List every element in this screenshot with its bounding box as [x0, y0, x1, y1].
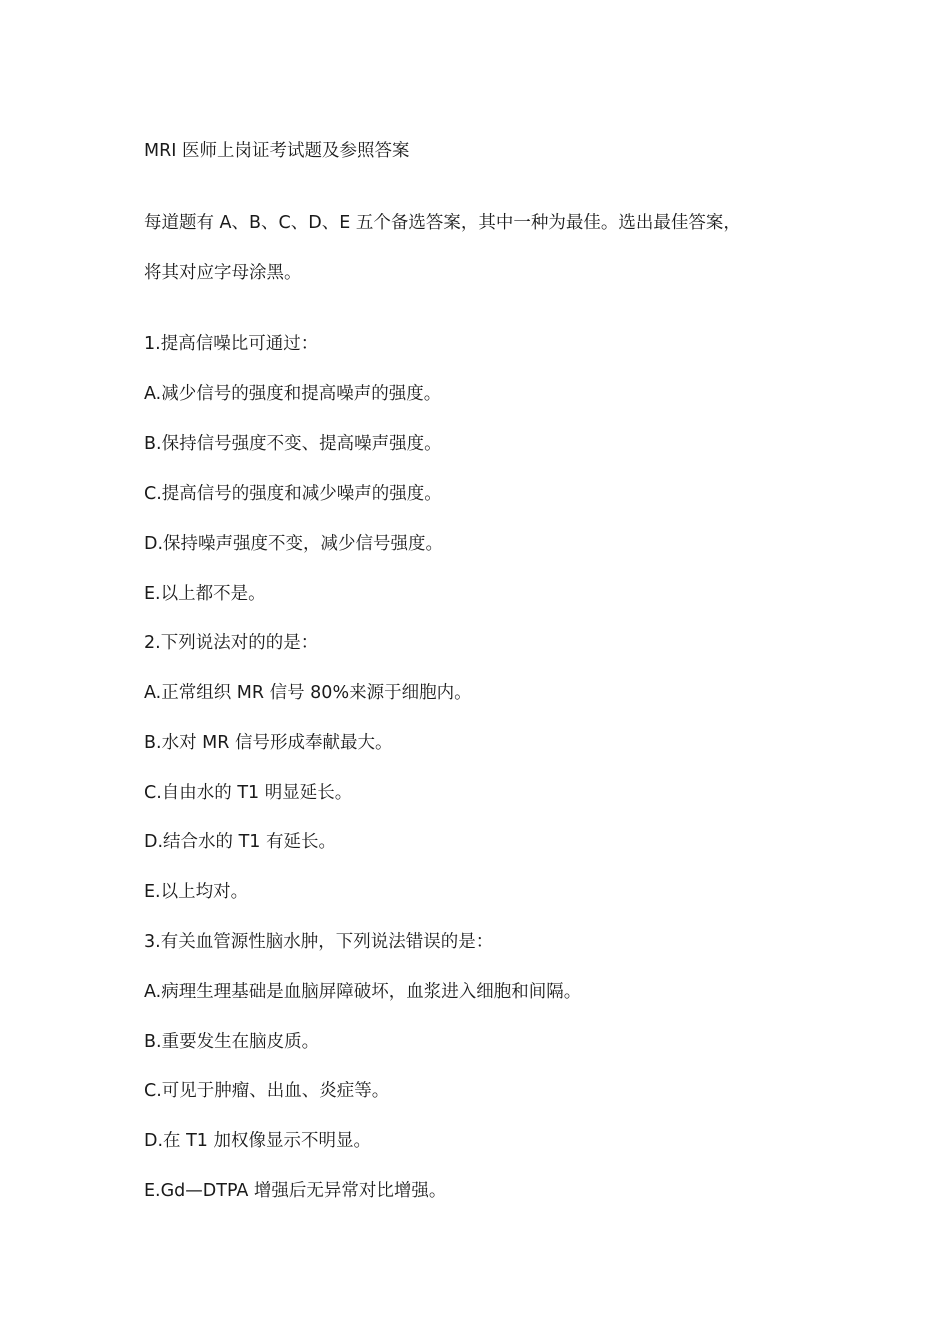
question-3-option-d: D.在 T1 加权像显示不明显。	[144, 1131, 371, 1151]
instruction-line-2: 将其对应字母涂黑。	[144, 263, 302, 283]
question-2-option-b: B.水对 MR 信号形成奉献最大。	[144, 733, 393, 753]
question-3-option-b: B.重要发生在脑皮质。	[144, 1032, 320, 1052]
document-title: MRI 医师上岗证考试题及参照答案	[144, 141, 410, 161]
question-2-stem: 2.下列说法对的的是：	[144, 633, 319, 653]
question-1-stem: 1.提高信噪比可通过：	[144, 334, 319, 354]
question-2-option-d: D.结合水的 T1 有延长。	[144, 832, 336, 852]
question-1-option-c: C.提高信号的强度和减少噪声的强度。	[144, 484, 442, 504]
question-3-option-e: E.Gd—DTPA 增强后无异常对比增强。	[144, 1181, 447, 1201]
question-3-option-c: C.可见于肿瘤、出血、炎症等。	[144, 1081, 390, 1101]
question-1-option-b: B.保持信号强度不变、提高噪声强度。	[144, 434, 442, 454]
question-3-stem: 3.有关血管源性脑水肿，下列说法错误的是：	[144, 932, 494, 952]
question-3-option-a: A.病理生理基础是血脑屏障破坏，血浆进入细胞和间隔。	[144, 982, 582, 1002]
question-2-option-a: A.正常组织 MR 信号 80%来源于细胞内。	[144, 683, 472, 703]
question-1-option-e: E.以上都不是。	[144, 584, 266, 604]
question-2-option-c: C.自由水的 T1 明显延长。	[144, 783, 353, 803]
question-1-option-d: D.保持噪声强度不变，减少信号强度。	[144, 534, 444, 554]
question-1-option-a: A.减少信号的强度和提高噪声的强度。	[144, 384, 442, 404]
instruction-line-1: 每道题有 A、B、C、D、E 五个备选答案，其中一种为最佳。选出最佳答案，	[144, 213, 741, 233]
question-2-option-e: E.以上均对。	[144, 882, 249, 902]
